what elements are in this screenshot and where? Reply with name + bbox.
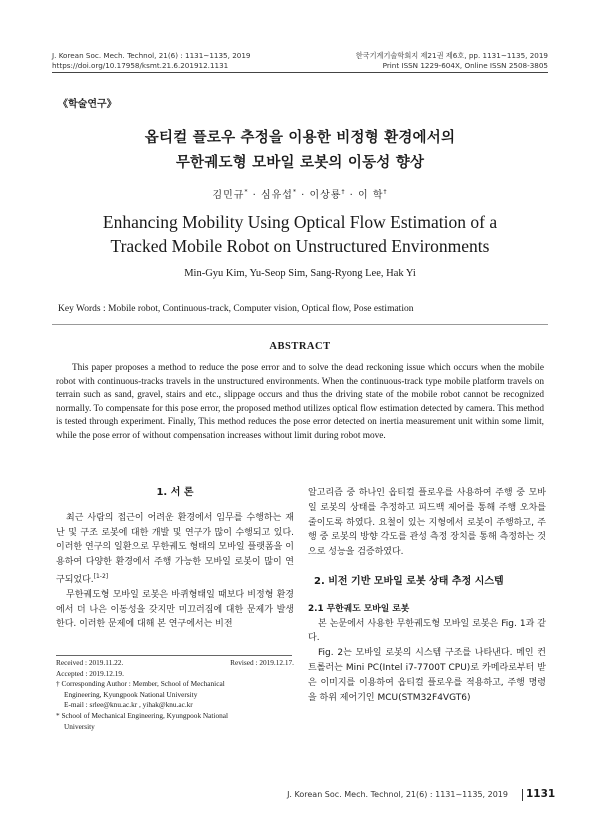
keywords-label: Key Words : bbox=[58, 304, 106, 314]
english-authors: Min-Gyu Kim, Yu-Seop Sim, Sang-Ryong Lee, Hak Yi bbox=[184, 268, 416, 279]
running-header-issn: Print ISSN 1229-604X, Online ISSN 2508-3805 bbox=[382, 61, 548, 70]
header-rule bbox=[52, 72, 548, 73]
footer-journal: J. Korean Soc. Mech. Technol, 21(6) : 1131~1135, 2019 bbox=[287, 790, 508, 799]
korean-title-line1: 옵티컬 플로우 추정을 이용한 비정형 환경에서의 bbox=[144, 130, 456, 146]
keywords bbox=[58, 304, 548, 314]
affiliation: * School of Mechanical Engineering, Kyungpook National bbox=[56, 710, 229, 720]
author-name: 이 학 bbox=[358, 190, 384, 201]
email[interactable]: E-mail : srlee@knu.ac.kr , yihak@knu.ac.kr bbox=[64, 700, 193, 710]
section-1-heading: 1. 서 론 bbox=[156, 487, 194, 498]
subsection-2-1-heading: 2.1 무한궤도 모바일 로봇 bbox=[308, 603, 410, 614]
revised-date: 2019.12.17. bbox=[259, 658, 294, 667]
running-header-journal-korean: 한국기계기술학회지 제21권 제6호, pp. 1131~1135, 2019 bbox=[355, 51, 548, 60]
author-name: 심유섭 bbox=[260, 190, 293, 201]
intro-paragraph-1: 최근 사람의 접근이 어려운 환경에서 임무를 수행하는 재난 및 구조 로봇에 대한 개발 및 연구가 많이 수행되고 있다. 이러한 연구의 일환으로 무한궤도 형태의 모바일 플랫폼을 이용하여 다양한 환경에서 주행 가능한 모바일 로봇이 많이 연구되었다.[1-2] bbox=[56, 512, 294, 585]
intro-paragraph-2: 무한궤도형 모바일 로봇은 바퀴형태일 때보다 비정형 환경에서 더 나은 이동성을 갖지만 미끄러짐에 대한 문제가 발생한다. 이러한 문제에 대해 본 연구에서는 비전 bbox=[56, 589, 294, 630]
footnotes: Received : 2019.11.22. Revised : 2019.12.17. Accepted : 2019.12.19. † Corresponding Author : Member, School of Mechanical Engineering, Kyungpook National University E-mail : srlee@knu.ac.kr , yihak@knu.ac.kr * School of Mechanical Engineering, Kyungpook National University bbox=[56, 658, 294, 731]
footer-separator bbox=[522, 789, 523, 801]
intro-paragraph-3: 알고리즘 중 하나인 옵티컬 플로우를 사용하여 주행 중 모바일 로봇의 상태를 추정하고 피드백 제어를 통해 주행 오차를 줄이도록 하였다. 요철이 있는 지형에서 로봇이 주행하고, 주행 중 로봇의 방향 각도를 관성 측정 장치를 통해 측정하는 것으로 성능을 검증하였다. bbox=[308, 488, 546, 558]
received-date: 2019.11.22. bbox=[88, 658, 124, 667]
author-name: 김민규 bbox=[212, 190, 245, 201]
body-paragraph-2: Fig. 2는 모바일 로봇의 시스템 구조를 나타낸다. 메인 컨트롤러는 Mini PC(Intel i7-7700T CPU)로 카메라로부터 받은 이미지를 이용하여 옵티컬 플로우를 적용하고, 주행 명령을 하위 제어기인 MCU(STM32F4VGT6) bbox=[308, 648, 546, 703]
citation[interactable]: [1-2] bbox=[93, 572, 109, 580]
running-header-journal: J. Korean Soc. Mech. Technol, 21(6) : 1131~1135, 2019 bbox=[52, 51, 251, 60]
korean-authors: 김민규* · 심유섭* · 이상룡† · 이 학† bbox=[212, 188, 388, 201]
keywords-rule bbox=[52, 324, 548, 325]
corresponding-author: † Corresponding Author : Member, School of Mechanical bbox=[56, 679, 225, 689]
section-2-heading: 2. 비전 기반 모바일 로봇 상태 추정 시스템 bbox=[314, 575, 504, 587]
keywords-text: Mobile robot, Continuous-track, Computer vision, Optical flow, Pose estimation bbox=[108, 304, 414, 314]
abstract-heading: ABSTRACT bbox=[269, 341, 331, 352]
abstract-text: This paper proposes a method to reduce the pose error and to solve the dead reckoning issue which occurs when the mobile robot with continuous-tracks travels in the unstructured environments. When the continuous-track type mobile platform travels on terrain such as sand, gravel, stairs and etc., slippage occurs and thus the driving state of the mobile robot cannot be recognized normally. To compensate for this pose error, the proposed method utilizes optical flow estimation detected by camera. This method is tested through experiment. Finally, This method reduces the pose error detected on inertia measurement unit within some limit, while the pose error of without compensation increases without limit during robot move. bbox=[56, 363, 544, 441]
left-column bbox=[56, 486, 294, 632]
english-title-line2: Tracked Mobile Robot on Unstructured Environments bbox=[110, 236, 490, 256]
running-header-doi[interactable]: https://doi.org/10.17958/ksmt.21.6.201912.1131 bbox=[52, 61, 229, 70]
body-paragraph-1: 본 논문에서 사용한 무한궤도형 모바일 로봇은 Fig. 1과 같다. bbox=[308, 618, 546, 644]
right-column bbox=[308, 486, 546, 705]
page-number: 1131 bbox=[526, 788, 556, 800]
korean-title-line2: 무한궤도형 모바일 로봇의 이동성 향상 bbox=[175, 155, 425, 171]
dates-row: Received : 2019.11.22. Revised : 2019.12.17. bbox=[56, 658, 294, 667]
accepted-date: 2019.12.19. bbox=[89, 668, 124, 678]
article-category: 《학술연구》 bbox=[58, 99, 117, 110]
english-title-line1: Enhancing Mobility Using Optical Flow Estimation of a bbox=[102, 212, 498, 232]
author-name: 이상룡 bbox=[309, 190, 342, 201]
footnote-rule bbox=[56, 655, 292, 656]
